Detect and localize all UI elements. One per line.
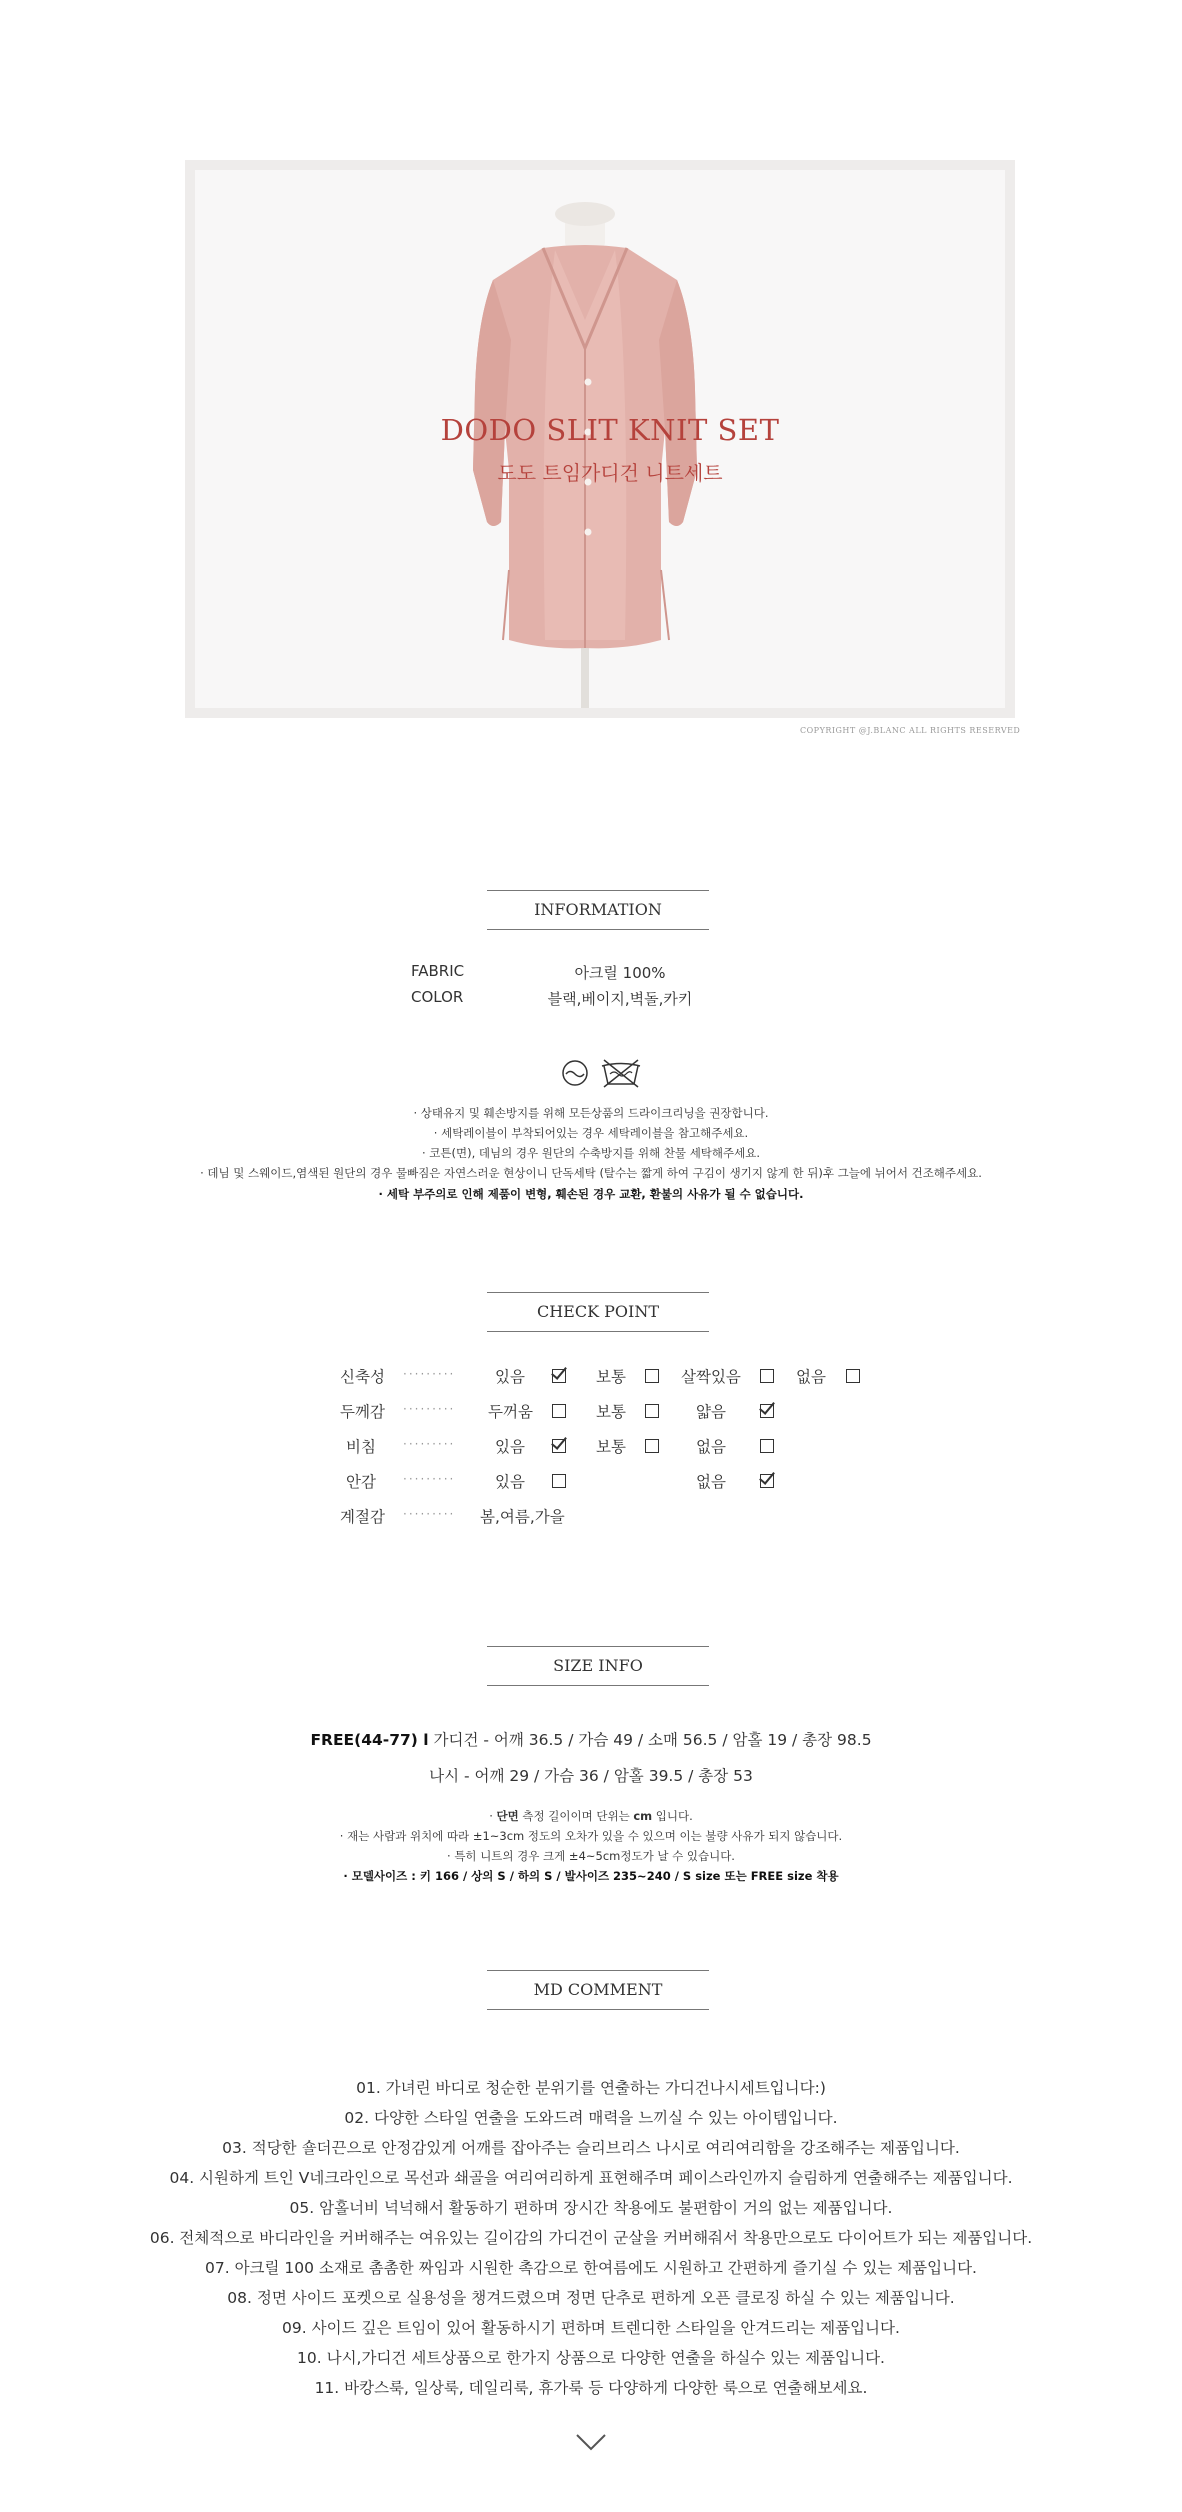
product-subtitle: 도도 트임가디건 니트세트 <box>497 461 723 485</box>
size-note-text: cm <box>633 1809 653 1823</box>
fabric-value: 아크릴 100% <box>574 964 666 982</box>
size-line-cardigan <box>0 1728 1182 1750</box>
fabric-label: FABRIC <box>411 962 465 980</box>
check-label-thickness: 두께감 <box>340 1403 385 1421</box>
md-comment-line: 02. 다양한 스타일 연출을 도와드려 매력을 느끼실 수 있는 아이템입니다. <box>344 2109 838 2127</box>
checkbox-checked <box>552 1369 566 1383</box>
md-comment-line: 07. 아크릴 100 소재로 촘촘한 짜임과 시원한 촉감으로 한여름에도 시원하고 간편하게 즐기실 수 있는 제품입니다. <box>205 2259 977 2277</box>
option-label: 보통 <box>596 1368 626 1386</box>
check-label-lining: 안감 <box>346 1473 376 1491</box>
size-note: · 특히 니트의 경우 크게 ±4~5cm정도가 날 수 있습니다. <box>447 1849 735 1863</box>
option-label: 없음 <box>796 1368 826 1386</box>
option-label: 없음 <box>696 1473 726 1491</box>
size-note <box>0 1808 1182 1824</box>
checkbox <box>760 1439 774 1453</box>
check-label-sheerness: 비침 <box>346 1438 376 1456</box>
checkbox <box>552 1404 566 1418</box>
md-comment-line: 10. 나시,가디건 세트상품으로 한가지 상품으로 다양한 연출을 하실수 있는 제품입니다. <box>297 2349 885 2367</box>
checkbox <box>760 1369 774 1383</box>
size-note: · 재는 사람과 위치에 따라 ±1~3cm 정도의 오차가 있을 수 있으며 이는 불량 사유가 되지 않습니다. <box>339 1829 843 1843</box>
dot-leader: ········· <box>403 1367 456 1381</box>
care-note: · 코튼(면), 데님의 경우 원단의 수축방지를 위해 찬물 세탁해주세요. <box>421 1146 760 1160</box>
season-value: 봄,여름,가을 <box>480 1508 565 1526</box>
md-comment-line: 09. 사이드 깊은 트임이 있어 활동하시기 편하며 트렌디한 스타일을 안겨드리는 제품입니다. <box>282 2319 900 2337</box>
product-hero-image <box>185 160 1015 718</box>
checkbox-checked <box>760 1404 774 1418</box>
size-label: FREE(44-77) l <box>310 1731 429 1749</box>
chevron-down-icon[interactable] <box>575 2432 607 2452</box>
color-label: COLOR <box>411 988 464 1006</box>
option-label: 얇음 <box>696 1403 726 1421</box>
copyright-text: COPYRIGHT @J.BLANC ALL RIGHTS RESERVED <box>800 726 1021 735</box>
size-info-heading: SIZE INFO <box>487 1646 709 1686</box>
product-title: DODO SLIT KNIT SET <box>440 413 780 447</box>
model-size-note: · 모델사이즈 : 키 166 / 상의 S / 하의 S / 발사이즈 235~240 / S size 또는 FREE size 착용 <box>343 1869 839 1883</box>
color-value: 블랙,베이지,벽돌,카키 <box>547 990 693 1008</box>
checkbox-checked <box>760 1474 774 1488</box>
care-note: · 상태유지 및 훼손방지를 위해 모든상품의 드라이크리닝을 권장합니다. <box>413 1106 769 1120</box>
checkbox <box>645 1404 659 1418</box>
size-note-text: 입니다. <box>652 1809 693 1823</box>
option-label: 있음 <box>495 1438 525 1456</box>
checkbox <box>645 1369 659 1383</box>
option-label: 보통 <box>596 1403 626 1421</box>
dot-leader: ········· <box>403 1507 456 1521</box>
care-note: · 세탁레이블이 부착되어있는 경우 세탁레이블을 참고해주세요. <box>433 1126 749 1140</box>
dot-leader: ········· <box>403 1472 456 1486</box>
md-comment-line: 08. 정면 사이드 포켓으로 실용성을 챙겨드렸으며 정면 단추로 편하게 오픈 클로징 하실 수 있는 제품입니다. <box>227 2289 955 2307</box>
size-note-text: 단면 <box>496 1809 519 1823</box>
size-line-tank: 나시 - 어깨 29 / 가슴 36 / 암홀 39.5 / 총장 53 <box>429 1767 753 1785</box>
checkbox <box>645 1439 659 1453</box>
no-tumble-dry-icon <box>600 1058 642 1088</box>
md-comment-line: 03. 적당한 숄더끈으로 안정감있게 어깨를 잡아주는 슬리브리스 나시로 여리여리함을 강조해주는 제품입니다. <box>222 2139 960 2157</box>
hand-wash-icon <box>560 1060 590 1086</box>
check-point-heading: CHECK POINT <box>487 1292 709 1332</box>
cardigan-measurements: 가디건 - 어깨 36.5 / 가슴 49 / 소매 56.5 / 암홀 19 / 총장 98.5 <box>433 1731 872 1749</box>
checkbox-checked <box>552 1439 566 1453</box>
option-label: 살짝있음 <box>681 1368 741 1386</box>
md-comment-line: 01. 가녀린 바디로 청순한 분위기를 연출하는 가디건나시세트입니다:) <box>356 2079 826 2097</box>
md-comment-line: 05. 암홀너비 넉넉해서 활동하기 편하며 장시간 착용에도 불편함이 거의 없는 제품입니다. <box>289 2199 893 2217</box>
dot-leader: ········· <box>403 1437 456 1451</box>
option-label: 없음 <box>696 1438 726 1456</box>
md-comment-line: 06. 전체적으로 바디라인을 커버해주는 여유있는 길이감의 가디건이 군살을 커버해줘서 착용만으로도 다이어트가 되는 제품입니다. <box>149 2229 1033 2247</box>
md-comment-line: 04. 시원하게 트인 V네크라인으로 목선과 쇄골을 여리여리하게 표현해주며 페이스라인까지 슬림하게 연출해주는 제품입니다. <box>169 2169 1013 2187</box>
hero-background <box>195 170 1005 708</box>
checkbox <box>552 1474 566 1488</box>
check-label-stretch: 신축성 <box>340 1368 385 1386</box>
option-label: 있음 <box>495 1368 525 1386</box>
md-comment-line: 11. 바캉스룩, 일상룩, 데일리룩, 휴가룩 등 다양하게 다양한 룩으로 연출해보세요. <box>314 2379 868 2397</box>
option-label: 있음 <box>495 1473 525 1491</box>
size-note-text: · <box>489 1809 497 1823</box>
care-note: · 데님 및 스웨이드,염색된 원단의 경우 물빠짐은 자연스러운 현상이니 단독세탁 (탈수는 짧게 하여 구김이 생기지 않게 한 뒤)후 그늘에 뉘어서 건조해주세요. <box>200 1166 982 1180</box>
care-warning: · 세탁 부주의로 인해 제품이 변형, 훼손된 경우 교환, 환불의 사유가 될 수 없습니다. <box>378 1187 804 1201</box>
dot-leader: ········· <box>403 1402 456 1416</box>
size-note-text: 측정 길이이며 단위는 <box>518 1809 634 1823</box>
checkbox <box>846 1369 860 1383</box>
check-label-season: 계절감 <box>340 1508 385 1526</box>
md-comment-heading: MD COMMENT <box>487 1970 709 2010</box>
option-label: 보통 <box>596 1438 626 1456</box>
information-heading: INFORMATION <box>487 890 709 930</box>
option-label: 두꺼움 <box>488 1403 533 1421</box>
